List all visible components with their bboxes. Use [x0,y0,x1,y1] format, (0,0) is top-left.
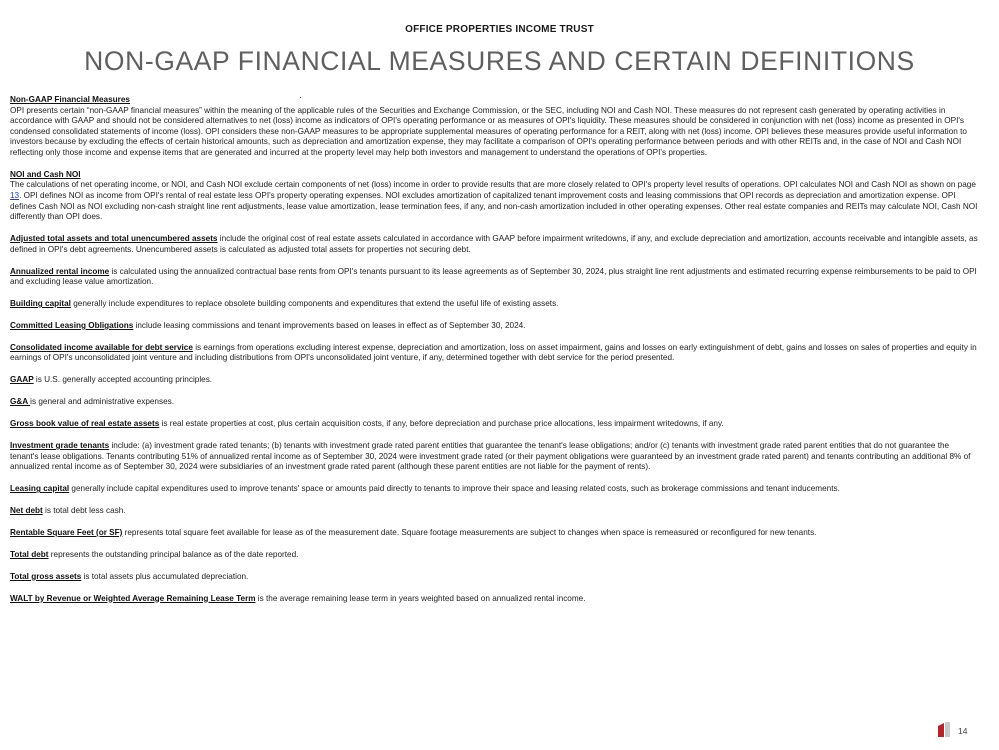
noi-section [10,170,978,223]
definition-item [10,299,978,310]
definition-item [10,267,978,288]
definition-item [10,321,978,332]
nongaap-body: OPI presents certain “non-GAAP financial measures” within the meaning of the applicable rules of the Securities and Exchange Commission, or the SEC, including NOI and Cash NOI. These measures do not represent cash generated by operating activities in accordance with GAAP and should not be considered alternatives to net (loss) income as indicators of OPI's operating performance or as measures of OPI's liquidity. These measures should be considered in conjunction with net (loss) income as presented in OPI's condensed consolidated statements of income (loss). OPI considers these non-GAAP measures to be appropriate supplemental measures of operating performance for a REIT, along with net (loss) income. OPI believes these measures provide useful information to investors because by excluding the effects of certain historical amounts, such as depreciation and amortization expense, they may facilitate a comparison of OPI's operating performance between periods and with other REITs and, in the case of NOI and Cash NOI reflecting only those income and expense items that are generated and incurred at the property level may help both investors and management to understand the operations of OPI's properties. [10,105,967,157]
opi-logo-icon [938,722,950,737]
definition-text: generally include expenditures to replace obsolete building components and expenditures that extend the useful life of existing assets. [70,299,559,309]
definition-item [10,528,978,539]
definition-text: is real estate properties at cost, plus certain acquisition costs, if any, before depreciation and purchase price allocations, less impairment writedowns, if any. [159,419,724,429]
definition-term: Annualized rental income [10,266,110,276]
definition-text: include: (a) investment grade rated tenants; (b) tenants with investment grade rated parent entities that guarantee the tenant's lease obligations; and/or (c) tenants with investment grade rated parent entities that do not guarantee the tenant's lease obligations. Tenants contributing 51% of annualized rental income as of September 30, 2024 were investment grade rated (or their payment obligations were guaranteed by an investment grade rated parent) and tenants contributing an additional 8% of annualized rental income as of September 30, 2024 were subsidiaries of an investment grade rated parent (although these parent entities are not liable for the payment of rents). [10,441,971,472]
definition-text: include leasing commissions and tenant improvements based on leases in effect as of September 30, 2024. [133,320,526,330]
noi-heading: NOI and Cash NOI [10,169,81,179]
definition-item [10,397,978,408]
nongaap-section [10,95,978,159]
definition-text: is calculated using the annualized contractual base rents from OPI's tenants pursuant to its lease agreements as of September 30, 2024, plus straight line rent adjustments and estimated recurring expense reimbursements to be paid to OPI and excluding lease value amortization. [10,266,977,287]
definition-term: Leasing capital [10,484,70,494]
definition-term: Building capital [10,299,71,309]
definition-text: is the average remaining lease term in years weighted based on annualized rental income. [255,593,586,603]
definition-term: Rentable Square Feet (or SF) [10,527,123,537]
nongaap-heading: Non-GAAP Financial Measures [10,95,130,104]
company-name: OFFICE PROPERTIES INCOME TRUST [405,24,594,35]
definition-term: Net debt [10,506,43,515]
noi-body-after: . OPI defines NOI as income from OPI's rental of real estate less OPI's property operating expenses. NOI excludes amortization of capitalized tenant improvement costs and leasing commissions that OPI records as depreciation and amortization expense. OPI defines Cash NOI as NOI excluding non-cash straight line rent adjustments, lease value amortization, lease termination fees, if any, and non-cash amortization included in other operating expenses. Other real estate companies and REITs may calculate NOI, Cash NOI differently than OPI does. [10,191,978,222]
definition-item [10,441,978,473]
definition-term: G&A [10,397,31,407]
definition-term: Consolidated income available for debt service [10,342,193,352]
definition-item [10,572,978,583]
definition-item [10,506,978,517]
page-number: 14 [958,726,968,736]
definition-text: generally include capital expenditures used to improve tenants' space or amounts paid directly to tenants to improve their space and leasing related costs, such as brokerage commissions and tenant inducements. [69,484,840,494]
definition-term: Total debt [10,549,49,559]
noi-body-before: The calculations of net operating income, or NOI, and Cash NOI exclude certain components of net (loss) income in order to provide results that are more closely related to OPI's property level results of operations. OPI calculates NOI and Cash NOI as shown on page [10,180,976,190]
definition-term: WALT by Revenue or Weighted Average Remaining Lease Term [10,593,256,603]
definition-text: is total debt less cash. [42,506,126,515]
definition-text: is U.S. generally accepted accounting principles. [33,375,213,385]
definition-term: Gross book value of real estate assets [10,419,160,429]
definition-term: Investment grade tenants [10,441,110,451]
definition-term: GAAP [10,375,34,385]
definition-item [10,234,978,255]
definition-item [10,594,978,605]
definitions-content [10,95,978,615]
definition-text: is total assets plus accumulated depreciation. [81,571,249,581]
definition-item [10,343,978,364]
page-13-link[interactable]: 13 [10,191,20,201]
definition-text: represents total square feet available for lease as of the measurement date. Square footage measurements are subject to changes when space is remeasured or reconfigured for new tenants. [122,527,817,537]
page-title: NON-GAAP FINANCIAL MEASURES AND CERTAIN DEFINITIONS [84,46,915,76]
definition-text: is earnings from operations excluding interest expense, depreciation and amortization, loss on asset impairment, gains and losses on early extinguishment of debt, gains and losses on sales of properties and equity in earnings of OPI's unconsolidated joint venture and including distributions from OPI's unconsolidated joint venture, if any, determined together with debt service for the period presented. [10,342,977,363]
definition-text: represents the outstanding principal balance as of the date reported. [48,549,299,559]
definition-text: is general and administrative expenses. [30,397,174,407]
definition-text: include the original cost of real estate assets calculated in accordance with GAAP before impairment writedowns, if any, and exclude depreciation and amortization, accounts receivable and intangible assets, as defined in OPI's debt agreements. Unencumbered assets is calculated as adjusted total assets for properties not securing debt. [10,234,978,254]
definition-term: Adjusted total assets and total unencumbered assets [10,234,218,244]
definition-term: Committed Leasing Obligations [10,320,134,330]
definition-item [10,550,978,561]
definition-item [10,484,978,495]
definition-item [10,419,978,430]
definition-item [10,375,978,386]
definition-term: Total gross assets [10,571,82,581]
